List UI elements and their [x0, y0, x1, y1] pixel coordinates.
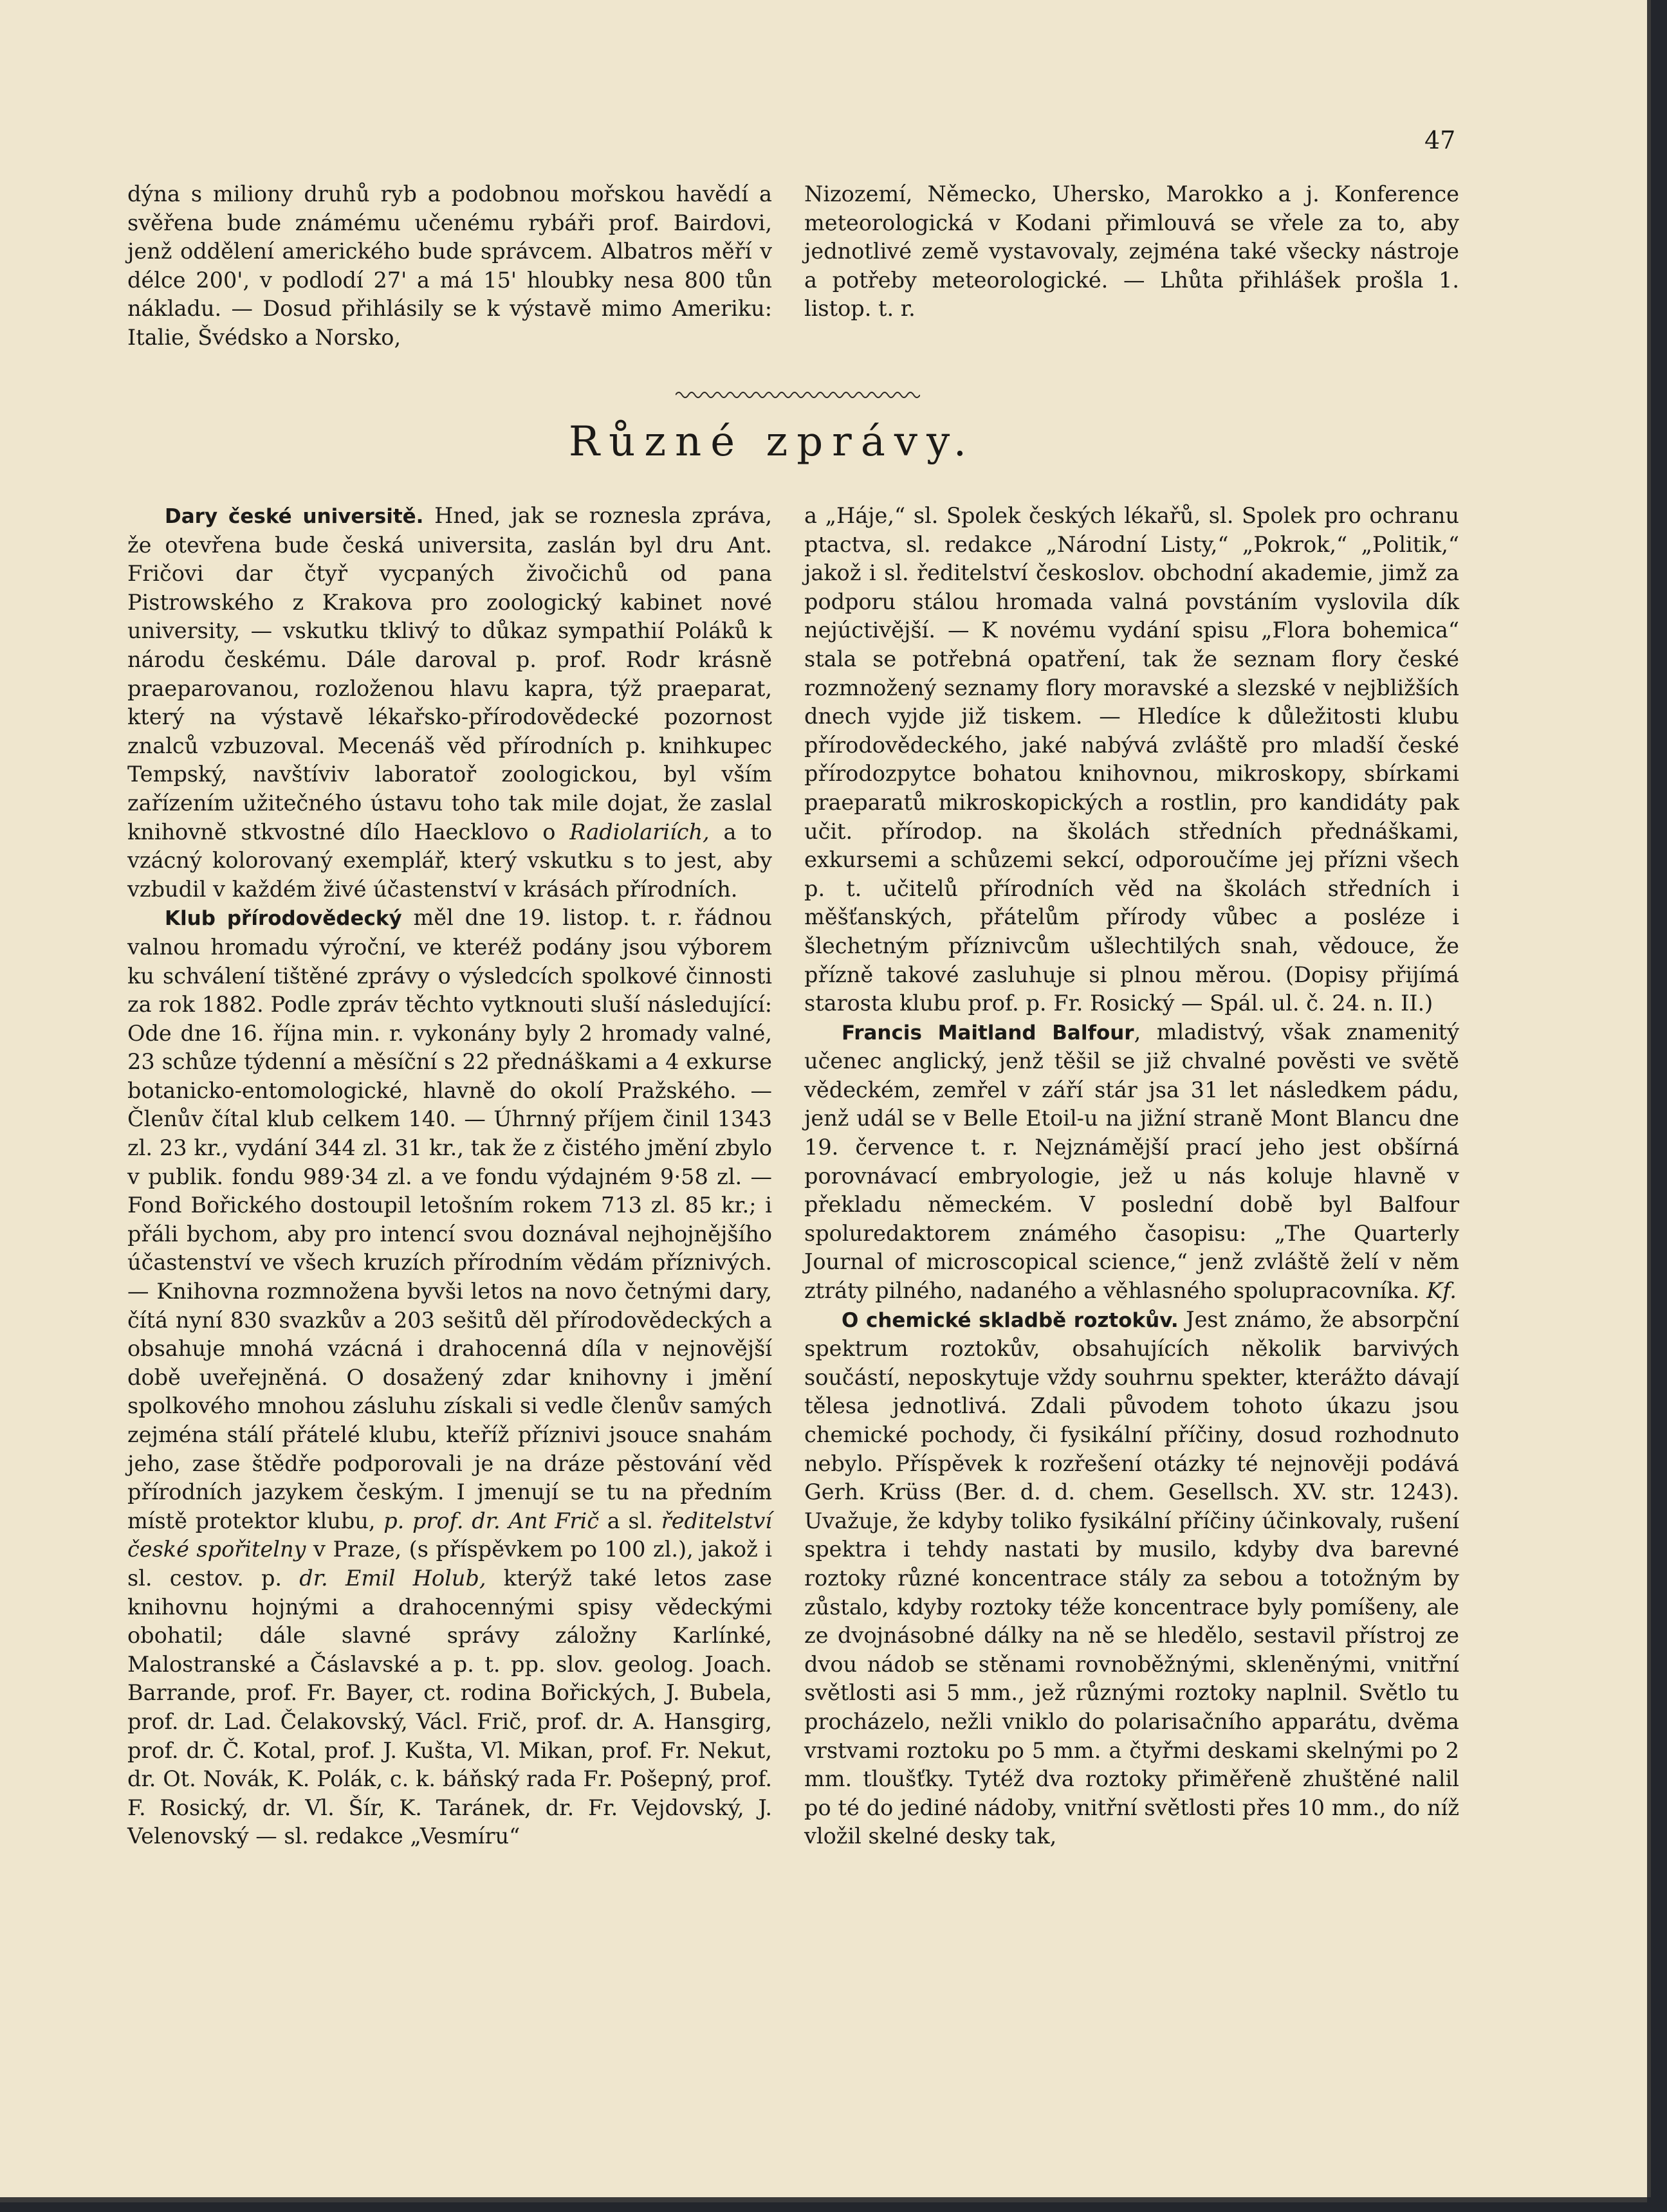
left-column	[127, 502, 772, 1851]
continued-paragraph-left: dýna s miliony druhů ryb a podobnou mořskou havědí a svěřena bude známému učenému rybáři prof. Bairdovi, jenž oddělení amerického bude správcem. Albatros měří v délce 200', v podlodí 27' a má 15' hloubky nesa 800 tůn nákladu. — Dosud přihlásily se k výstavě mimo Ameriku: Italie, Švédsko a Norsko,	[127, 181, 772, 350]
continued-paragraph-right: Nizozemí, Německo, Uhersko, Marokko a j. Konference meteorologická v Kodani přimlouvá se vřele za to, aby jednotlivé země vystavovaly, zejména také všecky nástroje a potřeby meteorologické. — Lhůta přihlášek prošla 1. listop. t. r.	[804, 181, 1459, 322]
article-dary-ceske-universite: Dary české universitě. Hned, jak se roznesla zpráva, že otevřena bude česká universita, zaslán byl dru Ant. Fričovi dar čtyř vycpaných živočichů od pana Pistrowského z Krakova pro zoologický kabinet nové university, — vskutku tklivý to důkaz sympathií Poláků k národu českému. Dále daroval p. prof. Rodr krásně praeparovanou, rozloženou hlavu kapra, týž praeparat, který na výstavě lékařsko-přírodovědecké pozornost znalců vzbuzoval. Mecenáš věd přírodních p. knihkupec Tempský, navštíviv laboratoř zoologickou, byl vším zařízením užitečného ústavu toho tak mile dojat, že zaslal knihovně stkvostné dílo Haecklovo o Radiolariích, a to vzácný kolorovaný exemplář, který vskutku s to jest, aby vzbudil v každém živé účastenství v krásách přírodních.	[127, 503, 773, 902]
article-heading: O chemické skladbě roztokův.	[842, 1308, 1179, 1332]
right-column	[804, 502, 1459, 1851]
author-signature: Kf.	[1426, 1278, 1457, 1304]
article-klub-prirodovedecky: Klub přírodovědecký měl dne 19. listop. t. r. řádnou valnou hromadu výroční, ve kteréž podány jsou výborem ku schválení tištěné zprávy o výsledcích spolkové činnosti za rok 1882. Podle zpráv těchto vytknouti sluší následující: Ode dne 16. října min. r. vykonány byly 2 hromady valné, 23 schůze týdenní a měsíční s 22 přednáškami a 4 exkurse botanicko-entomologické, hlavně do okolí Pražského. — Členův čítal klub celkem 140. — Úhrnný příjem činil 1343 zl. 23 kr., vydání 344 zl. 31 kr., tak že z čistého jmění zbylo v publik. fondu 989·34 zl. a ve fondu výdajném 9·58 zl. — Fond Bořického dostoupil letošním rokem 713 zl. 85 kr.; i přáli bychom, aby pro intencí svou doznával nejhojnějšího účastenství ve všech kruzích přírodním vědám příznivých. — Knihovna rozmnožena byvši letos na novo četnými dary, čítá nyní 830 svazkův a 203 sešitů děl přírodovědeckých a obsahuje mnohá vzácná i drahocenná díla v nejnovější době uveřejněná. O dosažený zdar knihovny i jmění spolkového mnohou zásluhu získali si vedle členův samých zejména stálí přátelé klubu, kteříž příznivi jsouce snahám jeho, zase štědře podporovali je na dráze pěstování věd přírodních jazykem českým. I jmenují se tu na předním místě protektor klubu, p. prof. dr. Ant Frič a sl. ředitelství české spořitelny v Praze, (s příspěvkem po 100 zl.), jakož i sl. cestov. p. dr. Emil Holub, kterýž také letos zase knihovnu hojnými a drahocennými spisy vědeckými obohatil; dále slavné správy záložny Karlínké, Malostranské a Čáslavské a p. t. pp. slov. geolog. Joach. Barrande, prof. Fr. Bayer, ct. rodina Bořických, J. Bubela, prof. dr. Lad. Čelakovský, Václ. Frič, prof. dr. A. Hansgirg, prof. dr. Č. Kotal, prof. J. Kušta, Vl. Mikan, prof. Fr. Nekut, dr. Ot. Novák, K. Polák, c. k. báňský rada Fr. Pošepný, prof. F. Rosický, dr. Vl. Šír, K. Taránek, dr. Fr. Vejdovský, J. Velenovský — sl. redakce „Vesmíru“	[127, 905, 773, 1849]
article-heading: Klub přírodovědecký	[165, 907, 402, 931]
article-heading: Dary české universitě.	[165, 505, 424, 528]
section-title: Různé zprávy.	[568, 418, 976, 466]
article-heading: Francis Maitland Balfour	[842, 1021, 1134, 1045]
article-klub-continued: a „Háje,“ sl. Spolek českých lékařů, sl. Spolek pro ochranu ptactva, sl. redakce „Národní Listy,“ „Pokrok,“ „Politik,“ jakož i sl. ředitelství českoslov. obchodní akademie, jimž za podporu stálou hromada valná povstáním vyslovila dík nejúctivější. — K novému vydání spisu „Flora bohemica“ stala se potřebná opatření, tak že seznam flory české rozmnožený seznamy flory moravské a slezské v nejbližších dnech vyjde již tiskem. — Hledíce k důležitosti klubu přírodovědeckého, jaké nabývá zvláště pro mladší české přírodozpytce bohatou knihovnou, mikroskopy, sbírkami praeparatů mikroskopických a rostlin, pro kandidáty pak učit. přírodop. na školách středních přednáškami, exkursemi a schůzemi sekcí, odporoučíme jej přízni všech p. t. učitelů přírodních věd na školách středních i měšťanských, přátelům přírody vůbec a posléze i šlechetným příznivcům ušlechtilých snah, vědouce, že přízně takové zasluhuje si plnou měrou. (Dopisy přijímá starosta klubu prof. p. Fr. Rosický — Spál. ul. č. 24. n. II.)	[804, 503, 1459, 1016]
top-left-column	[127, 180, 772, 352]
page-number: 47	[1424, 126, 1456, 154]
wavy-ornament-divider	[676, 388, 920, 401]
article-balfour: Francis Maitland Balfour, mladistvý, však znamenitý učenec anglický, jenž těšil se již chvalné pověsti ve světě vědeckém, zemřel v září stár jsa 31 let následkem pádu, jenž udál se v Belle Etoil-u na jižní straně Mont Blancu dne 19. července t. r. Nejznámější prací jeho jest obšírná porovnávací embryologie, jež u nás koluje hlavně v překladu německém. V poslední době byl Balfour spoluredaktorem známého časopisu: „The Quarterly Journal of microscopical science,“ jenž zvláště želí v něm ztráty pilného, nadaného a věhlasného spolupracovníka. Kf.	[804, 1019, 1460, 1304]
top-right-column	[804, 180, 1459, 324]
article-chemicke-skladbe: O chemické skladbě roztokův. Jest známo, že absorpční spektrum roztokův, obsahujících několik barvivých součástí, neposkytuje vždy souhrnu spekter, kterážto dávají tělesa jednotlivá. Zdali původem tohoto úkazu jsou chemické pochody, či fysikální příčiny, dosud rozhodnuto nebylo. Příspěvek k rozřešení otázky té nejnověji podává Gerh. Krüss (Ber. d. d. chem. Gesellsch. XV. str. 1243). Uvažuje, že kdyby toliko fysikální příčiny účinkovaly, rušení spektra i tehdy nastati by musilo, kdyby dva barevné roztoky různé koncentrace stály za sebou a totožným by zůstalo, kdyby roztoky téže koncentrace byly pomíšeny, ale ze dvojnásobné dálky na ně se hledělo, sestavil přístroj ze dvou nádob se stěnami rovnoběžnými, skleněnými, vnitřní světlosti asi 5 mm., jež různými roztoky naplnil. Světlo tu procházelo, nežli vniklo do polarisačního apparátu, dvěma vrstvami roztoku po 5 mm. a čtyřmi deskami skelnými po 2 mm. tloušťky. Tytéž dva roztoky přiměřeně zhuštěné nalil po té do jediné nádoby, vnitřní světlosti přes 10 mm., do níž vložil skelné desky tak,	[804, 1306, 1460, 1849]
